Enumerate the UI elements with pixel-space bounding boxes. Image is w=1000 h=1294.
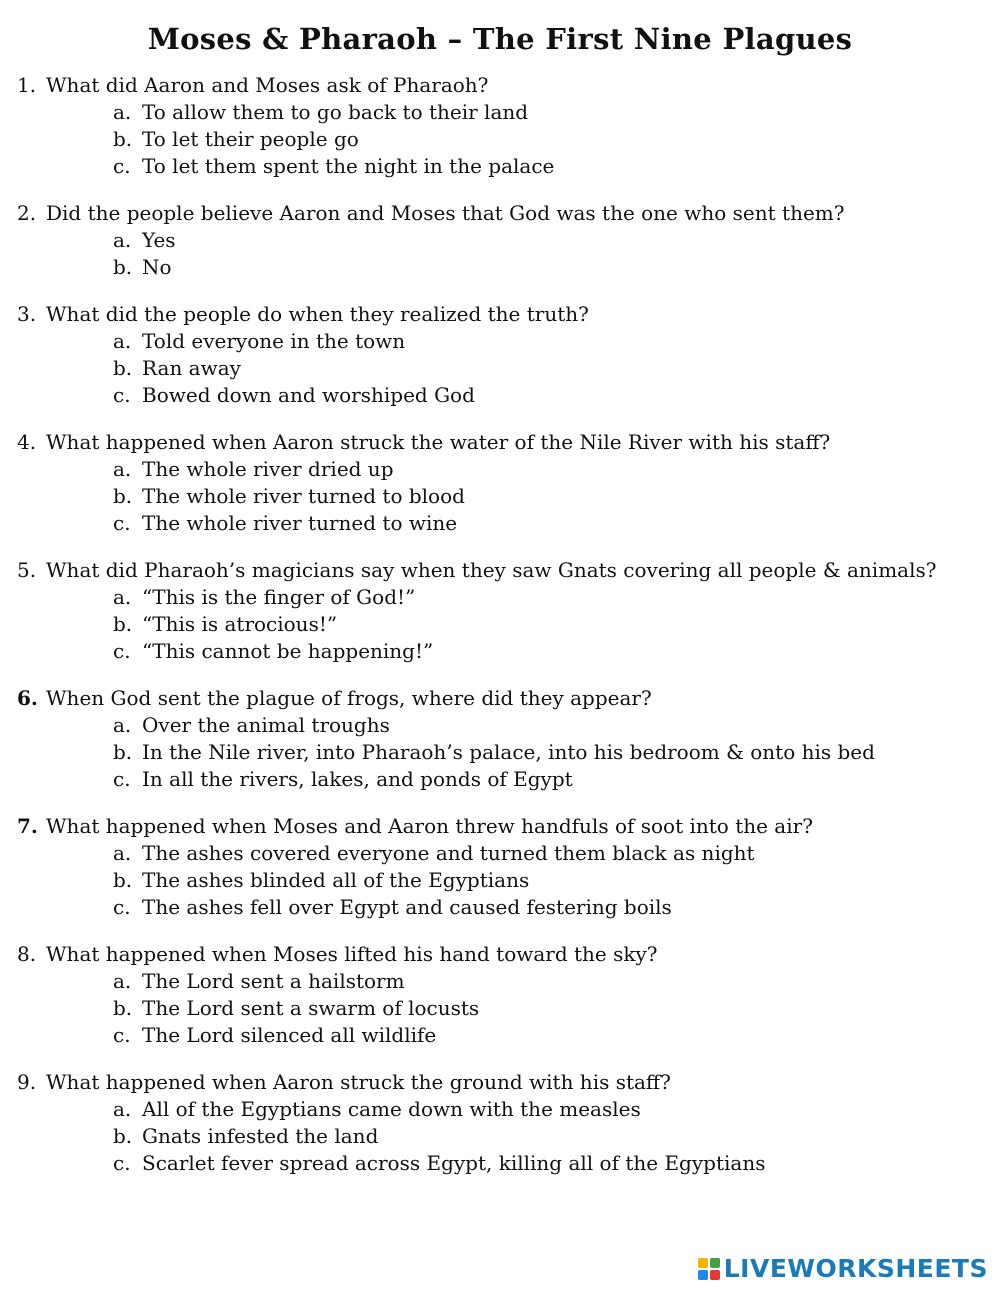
- answer-options: [113, 1096, 992, 1177]
- answer-option[interactable]: [113, 1022, 992, 1049]
- answer-options: [113, 840, 992, 921]
- option-text: Gnats infested the land: [142, 1124, 379, 1148]
- answer-option[interactable]: [113, 126, 992, 153]
- answer-option[interactable]: [113, 1096, 992, 1123]
- question-line: [17, 941, 992, 968]
- option-letter: b.: [113, 868, 133, 892]
- option-letter: b.: [113, 1124, 133, 1148]
- option-text: The whole river dried up: [142, 457, 394, 481]
- question-line: [17, 557, 992, 584]
- option-text: In the Nile river, into Pharaoh’s palace, into his bedroom & onto his bed: [142, 740, 875, 764]
- answer-options: [113, 968, 992, 1049]
- option-letter: b.: [113, 356, 133, 380]
- question-line: [17, 813, 992, 840]
- question-number: 4.: [17, 430, 37, 454]
- answer-option[interactable]: [113, 1150, 992, 1177]
- question-4: [17, 429, 992, 537]
- answer-option[interactable]: [113, 611, 992, 638]
- question-number: 1.: [17, 73, 37, 97]
- option-letter: a.: [113, 841, 132, 865]
- question-line: [17, 301, 992, 328]
- question-9: [17, 1069, 992, 1177]
- answer-option[interactable]: [113, 153, 992, 180]
- option-text: Ran away: [142, 356, 241, 380]
- question-number: 2.: [17, 201, 37, 225]
- question-6: [17, 685, 992, 793]
- option-text: The ashes blinded all of the Egyptians: [142, 868, 530, 892]
- question-text: What happened when Moses and Aaron threw handfuls of soot into the air?: [46, 814, 813, 838]
- answer-options: [113, 99, 992, 180]
- question-text: What did Pharaoh’s magicians say when they saw Gnats covering all people & animals?: [46, 558, 937, 582]
- option-text: The Lord sent a swarm of locusts: [142, 996, 480, 1020]
- option-letter: b.: [113, 996, 133, 1020]
- question-text: Did the people believe Aaron and Moses that God was the one who sent them?: [46, 201, 845, 225]
- option-letter: a.: [113, 329, 132, 353]
- answer-option[interactable]: [113, 483, 992, 510]
- option-letter: c.: [113, 154, 131, 178]
- answer-option[interactable]: [113, 456, 992, 483]
- option-letter: c.: [113, 511, 131, 535]
- answer-option[interactable]: [113, 227, 992, 254]
- question-number: 3.: [17, 302, 37, 326]
- option-text: “This is atrocious!”: [142, 612, 338, 636]
- question-line: [17, 200, 992, 227]
- option-letter: c.: [113, 383, 131, 407]
- option-letter: a.: [113, 585, 132, 609]
- question-text: When God sent the plague of frogs, where did they appear?: [46, 686, 652, 710]
- question-number: 9.: [17, 1070, 37, 1094]
- option-text: “This is the finger of God!”: [142, 585, 416, 609]
- option-letter: a.: [113, 969, 132, 993]
- answer-options: [113, 227, 992, 281]
- question-line: [17, 685, 992, 712]
- option-text: To let them spent the night in the palace: [142, 154, 555, 178]
- answer-option[interactable]: [113, 968, 992, 995]
- option-text: Yes: [142, 228, 176, 252]
- option-text: The Lord sent a hailstorm: [142, 969, 405, 993]
- option-letter: a.: [113, 713, 132, 737]
- option-text: Told everyone in the town: [142, 329, 406, 353]
- brand-name: LIVEWORKSHEETS: [723, 1254, 988, 1283]
- option-letter: b.: [113, 612, 133, 636]
- option-letter: b.: [113, 740, 133, 764]
- option-letter: a.: [113, 457, 132, 481]
- answer-option[interactable]: [113, 382, 992, 409]
- answer-option[interactable]: [113, 584, 992, 611]
- option-text: The ashes covered everyone and turned them black as night: [142, 841, 755, 865]
- answer-option[interactable]: [113, 510, 992, 537]
- question-8: [17, 941, 992, 1049]
- answer-options: [113, 584, 992, 665]
- option-text: The ashes fell over Egypt and caused festering boils: [142, 895, 672, 919]
- option-text: To allow them to go back to their land: [142, 100, 529, 124]
- answer-option[interactable]: [113, 638, 992, 665]
- option-text: To let their people go: [142, 127, 359, 151]
- option-letter: a.: [113, 1097, 132, 1121]
- option-letter: b.: [113, 484, 133, 508]
- question-text: What happened when Moses lifted his hand toward the sky?: [46, 942, 658, 966]
- answer-option[interactable]: [113, 840, 992, 867]
- option-letter: c.: [113, 1151, 131, 1175]
- question-text: What happened when Aaron struck the water of the Nile River with his staff?: [46, 430, 831, 454]
- option-letter: a.: [113, 228, 132, 252]
- question-number: 6.: [17, 686, 38, 710]
- option-letter: b.: [113, 255, 133, 279]
- option-text: Over the animal troughs: [142, 713, 390, 737]
- question-number: 8.: [17, 942, 37, 966]
- question-2: [17, 200, 992, 281]
- option-letter: c.: [113, 767, 131, 791]
- option-text: All of the Egyptians came down with the measles: [142, 1097, 641, 1121]
- answer-options: [113, 712, 992, 793]
- answer-option[interactable]: [113, 99, 992, 126]
- option-letter: c.: [113, 1023, 131, 1047]
- answer-option[interactable]: [113, 867, 992, 894]
- option-text: The whole river turned to wine: [142, 511, 458, 535]
- liveworksheets-brand: [698, 1254, 988, 1284]
- option-text: Scarlet fever spread across Egypt, killing all of the Egyptians: [142, 1151, 766, 1175]
- option-letter: a.: [113, 100, 132, 124]
- option-letter: b.: [113, 127, 133, 151]
- option-text: In all the rivers, lakes, and ponds of Egypt: [142, 767, 573, 791]
- answer-option[interactable]: [113, 355, 992, 382]
- question-7: [17, 813, 992, 921]
- question-text: What happened when Aaron struck the ground with his staff?: [46, 1070, 671, 1094]
- answer-option[interactable]: [113, 1123, 992, 1150]
- option-letter: c.: [113, 639, 131, 663]
- option-text: The Lord silenced all wildlife: [142, 1023, 437, 1047]
- option-text: Bowed down and worshiped God: [142, 383, 475, 407]
- answer-option[interactable]: [113, 894, 992, 921]
- answer-option[interactable]: [113, 712, 992, 739]
- question-text: What did the people do when they realized the truth?: [46, 302, 589, 326]
- question-number: 5.: [17, 558, 37, 582]
- answer-option[interactable]: [113, 328, 992, 355]
- liveworksheets-logo-icon: [698, 1258, 720, 1280]
- quiz-questions: [17, 72, 992, 1197]
- answer-options: [113, 456, 992, 537]
- question-3: [17, 301, 992, 409]
- question-line: [17, 429, 992, 456]
- question-number: 7.: [17, 814, 38, 838]
- question-1: [17, 72, 992, 180]
- answer-option[interactable]: [113, 766, 992, 793]
- answer-option[interactable]: [113, 739, 992, 766]
- worksheet-title: Moses & Pharaoh – The First Nine Plagues: [147, 22, 853, 56]
- option-text: “This cannot be happening!”: [142, 639, 434, 663]
- question-line: [17, 72, 992, 99]
- option-text: No: [142, 255, 172, 279]
- answer-options: [113, 328, 992, 409]
- question-5: [17, 557, 992, 665]
- question-line: [17, 1069, 992, 1096]
- option-letter: c.: [113, 895, 131, 919]
- question-text: What did Aaron and Moses ask of Pharaoh?: [46, 73, 489, 97]
- answer-option[interactable]: [113, 254, 992, 281]
- option-text: The whole river turned to blood: [142, 484, 465, 508]
- answer-option[interactable]: [113, 995, 992, 1022]
